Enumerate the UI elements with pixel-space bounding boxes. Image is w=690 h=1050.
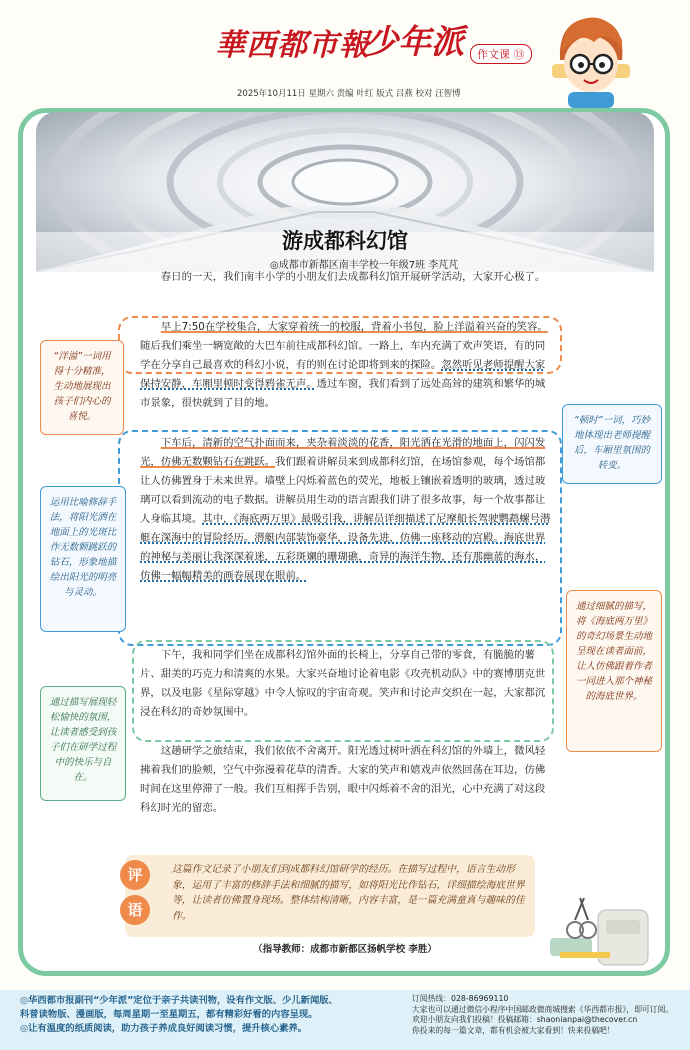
dateline: 2025年10月11日 星期六 责编 叶红 版式 吕燕 校对 汪智博 <box>237 89 461 99</box>
teacher-credit: （指导教师：成都市新都区扬帆学校 李胜） <box>253 944 437 955</box>
paragraph-1 <box>140 268 552 287</box>
paragraph-3 <box>140 434 552 586</box>
masthead <box>0 0 690 110</box>
paragraph-2-text-b: 随后我们乘坐一辆宽敞的大巴车前往成都科幻馆。一路上，车内充满了欢声笑语，有的同学在分享自己最喜欢的科幻小说，有的则在讨论即将到来的探险。 <box>140 340 546 371</box>
footer-intro-line-3: ◎让有温度的纸质阅读，助力孩子养成良好阅读习惯，提升核心素养。 <box>20 1023 308 1034</box>
footer-contact <box>412 994 682 1036</box>
paragraph-5 <box>140 742 552 818</box>
paragraph-5-text: 这趟研学之旅结束，我们依依不舍离开。阳光透过树叶洒在科幻馆的外墙上，微风轻拂着我们的脸颊，空气中弥漫着花草的清香。大家的笑声和嬉戏声依然回荡在耳边，仿佛时间在这里停滞了一般。我们互相挥手告别，眼中闪烁着不舍的泪光，心中充满了对这段科幻时光的留恋。 <box>140 745 546 814</box>
paragraph-2 <box>140 318 552 413</box>
comment-tag-1: 评 <box>127 866 143 884</box>
note-sea-world: 通过细腻的描写，将《海底两万里》的奇幻场景生动地呈现在读者面前，让人仿佛跟着作者一同进入那个神秘的海底世界。 <box>566 590 662 752</box>
phrase-dunshi: 忽然听见老师提醒大家保持安静，车厢里顿时变得鸦雀无声。 <box>140 359 546 390</box>
paragraph-4-text: 下午，我和同学们坐在成都科幻馆外面的长椅上，分享自己带的零食，有脆脆的薯片、甜美的巧克力和清爽的水果。大家兴奋地讨论着电影《攻壳机动队》中的赛博朋克世界，以及电影《星际穿越》中令人惊叹的宇宙奇观。笑声和讨论声交织在一起，大家都沉浸在科幻的奇妙氛围中。 <box>140 649 546 718</box>
note-yangyi: “洋溢”一词用得十分精准，生动地展现出孩子们内心的喜悦。 <box>40 340 124 435</box>
paragraph-3-text-b: 我们跟着讲解员来到成都科幻馆，在场馆参观，每个场馆都让人仿佛置身于未来世界。墙壁上闪烁着蓝色的荧光，地板上镶嵌着透明的玻璃，透过玻璃可以看到流动的电子数据。讲解员用生动的语言跟我们讲了很多故事，每一个故事都让人身临其境。 <box>140 456 546 525</box>
subscription-info: 大家也可以通过微信小程序中国邮政微商城搜索《华西都市报》，即可订阅。 <box>412 1004 674 1014</box>
phrase-yangyi: 早上7:50在学校集合，大家穿着统一的校服，背着小书包，脸上洋溢着兴奋的笑容。 <box>160 321 548 333</box>
submission-email: 欢迎小朋友向我们投稿！投稿邮箱：shaonianpai@thecover.cn <box>412 1015 638 1024</box>
paragraph-4 <box>140 646 552 722</box>
note-dunshi: “顿时”一词，巧妙地体现出老师提醒后，车厢里氛围的转变。 <box>562 404 662 484</box>
article-byline: ◎成都市新都区南丰学校一年级7班 李芃芃 <box>270 260 459 271</box>
submission-call: 你投来的每一篇文章，都有机会被大家看到！快来投稿吧！ <box>412 1025 615 1035</box>
article-title: 游成都科幻馆 <box>282 228 408 253</box>
school-supplies-icon <box>540 890 660 970</box>
comment-text: 这篇作文记录了小朋友们到成都科幻馆研学的经历。在描写过程中，语言生动形象，运用了丰富的修辞手法和细腻的描写，如将阳光比作钻石，详细描绘海底世界等，让读者仿佛置身现场。整体结构清晰，内容丰富，是一篇充满童真与趣味的佳作。 <box>172 864 525 922</box>
column-title: 少年派 <box>365 22 464 61</box>
phrase-sea-world: 其中，《海底两万里》最吸引我，讲解员详细描述了尼摩船长驾驶鹦鹉螺号潜艇在深海中的冒险经历。潜艇内部装饰豪华，设备先进，仿佛一座移动的宫殿。海底世界的神秘与美丽让我深深着迷，五彩斑斓的珊瑚礁，奇异的海洋生物，还有那幽蓝的海水，仿佛一幅幅精美的画卷展现在眼前。 <box>140 513 551 582</box>
phrase-sunlight: 下车后，清新的空气扑面而来，夹杂着淡淡的花香，阳光洒在光滑的地面上，闪闪发光，仿佛无数颗钻石在跳跃。 <box>140 437 546 468</box>
cartoon-boy-icon <box>548 12 634 110</box>
paragraph-2-text-d: 透过车窗，我们看到了远处高耸的建筑和繁华的城市景象，很快就到了目的地。 <box>140 378 546 409</box>
column-subtitle: 作文课 ⑬ <box>470 44 532 64</box>
footer-intro-line-1: ◎华西都市报副刊“少年派”定位于亲子共读刊物，设有作文版、少儿新闻版、 <box>20 995 338 1006</box>
subscription-hotline: 订阅热线：028-86969110 <box>412 994 509 1003</box>
footer-intro-line-2: 科普读物版、漫画版，每周星期一至星期五，都有精彩好看的内容呈现。 <box>20 1009 318 1020</box>
paragraph-1-text: 春日的一天，我们南丰小学的小朋友们去成都科幻馆开展研学活动，大家开心极了。 <box>160 271 546 283</box>
note-metaphor: 运用比喻修辞手法，将阳光洒在地面上的光斑比作无数颗跳跃的钻石，形象地描绘出阳光的明亮与灵动。 <box>40 486 126 632</box>
newspaper-brand: 華西都市報 <box>215 28 370 63</box>
comment-tag-icon <box>118 858 152 928</box>
footer-intro <box>20 994 395 1036</box>
note-relaxed: 通过描写展现轻松愉快的氛围，让读者感受到孩子们在研学过程中的快乐与自在。 <box>40 686 126 801</box>
comment-tag-2: 语 <box>127 901 143 919</box>
